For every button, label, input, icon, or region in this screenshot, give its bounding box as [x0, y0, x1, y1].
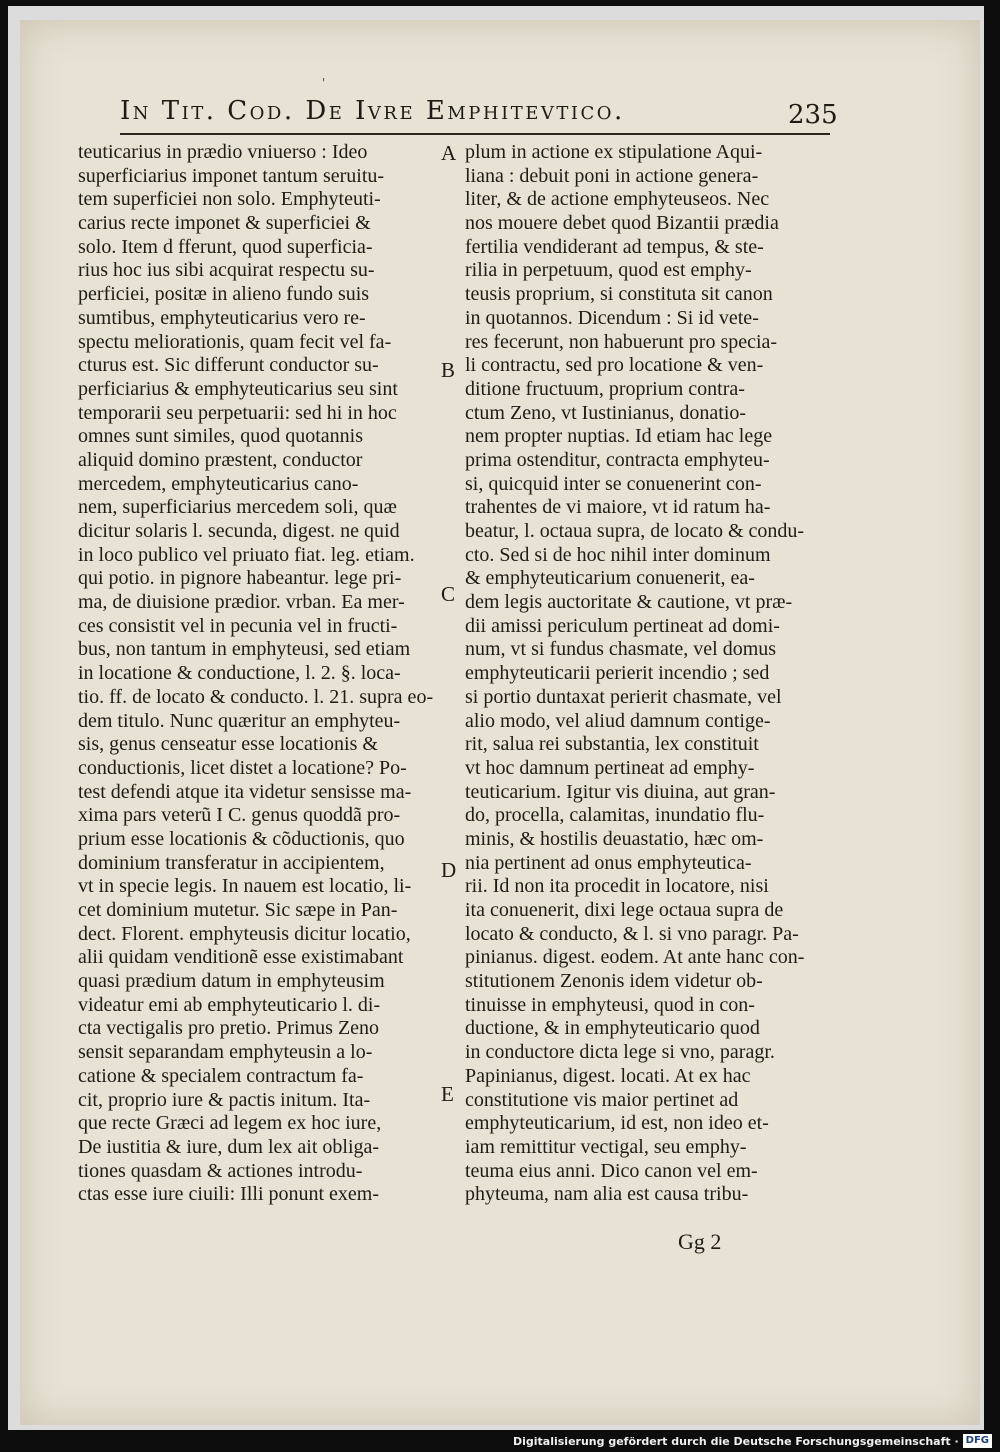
- text-line: in conductore dicta lege si vno, paragr.: [465, 1041, 775, 1064]
- left-column: [78, 141, 438, 1207]
- text-line: ctum Zeno, vt Iustinianus, donatio-: [465, 401, 747, 424]
- text-line: dicitur solaris l. secunda, digest. ne quid: [78, 520, 400, 542]
- text-line: videatur emi ab emphyteuticario l. di-: [78, 993, 381, 1016]
- margin-letter-a: A: [441, 141, 457, 165]
- text-line: si, quicquid inter se conuenerint con-: [465, 472, 762, 495]
- text-line: vt in specie legis. In nauem est locatio, li-: [78, 875, 412, 898]
- text-line: sensit separandam emphyteusin a lo-: [78, 1041, 373, 1064]
- text-line: stitutionem Zenonis idem videtur ob-: [465, 970, 763, 993]
- header-rule: [120, 133, 830, 135]
- text-line: locato & conducto, & l. si vno paragr. Pa-: [465, 922, 799, 945]
- text-line: & emphyteuticarium conuenerit, ea-: [465, 567, 755, 590]
- text-line: tiones quasdam & actiones introdu-: [78, 1159, 363, 1182]
- margin-letter-c: C: [441, 582, 456, 606]
- text-line: num, vt si fundus chasmate, vel domus: [465, 638, 777, 661]
- right-column: [465, 141, 825, 1207]
- margin-letter-b: B: [441, 358, 456, 382]
- text-line: in loco publico vel priuato fiat. leg. etiam.: [78, 543, 415, 566]
- text-line: cta vectigalis pro pretio. Primus Zeno: [78, 1017, 380, 1040]
- text-line: aliquid domino præstent, conductor: [78, 448, 363, 471]
- text-line: conductionis, licet distet a locatione? Po-: [78, 756, 407, 779]
- text-line: cto. Sed si de hoc nihil inter dominum: [465, 543, 771, 566]
- text-line: omnes sunt similes, quod quotannis: [78, 425, 363, 448]
- text-line: carius recte imponet & superficiei &: [78, 212, 371, 235]
- text-line: nem, superficiarius mercedem soli, quæ: [78, 496, 397, 519]
- text-line: sis, genus censeatur esse locationis &: [78, 733, 378, 756]
- text-line: teuticarius in prædio vniuerso : Ideo: [78, 141, 368, 163]
- text-line: dominium transferatur in accipientem,: [78, 851, 385, 874]
- text-line: teusis proprium, si constituta sit canon: [465, 283, 773, 306]
- text-line: ditione fructuum, proprium contra-: [465, 377, 745, 400]
- text-line: temporarii seu perpetuarii: sed hi in hoc: [78, 401, 397, 424]
- text-line: ductione, & in emphyteuticario quod: [465, 1017, 760, 1040]
- text-line: alii quidam venditionẽ esse existimabant: [78, 946, 404, 969]
- text-line: bus, non tantum in emphyteusi, sed etiam: [78, 638, 411, 661]
- text-line: ma, de diuisione prædior. vrban. Ea mer-: [78, 591, 405, 614]
- text-line: perficiei, positæ in alieno fundo suis: [78, 283, 370, 306]
- text-line: in locatione & conductione, l. 2. §. loca-: [78, 662, 401, 685]
- text-line: sumtibus, emphyteuticarius vero re-: [78, 306, 366, 329]
- text-line: nos mouere debet quod Bizantii prædia: [465, 212, 779, 235]
- text-line: minis, & hostilis deuastatio, hæc om-: [465, 827, 764, 850]
- dfg-logo: DFG: [963, 1434, 992, 1448]
- text-line: solo. Item d fferunt, quod superficia-: [78, 235, 373, 258]
- text-line: rius hoc ius sibi acquirat respectu su-: [78, 259, 375, 282]
- text-line: prium esse locationis & cõductionis, quo: [78, 827, 405, 850]
- text-line: xima pars veterũ I C. genus quoddã pro-: [78, 804, 401, 827]
- text-line: fertilia vendiderant ad tempus, & ste-: [465, 235, 764, 258]
- text-line: cet dominium mutetur. Sic sæpe in Pan-: [78, 899, 398, 921]
- text-line: ces consistit vel in pecunia vel in fructi-: [78, 614, 398, 637]
- text-line: Papinianus, digest. locati. At ex hac: [465, 1064, 751, 1087]
- ink-speck: ': [322, 76, 326, 90]
- text-line: teuma eius anni. Dico canon vel em-: [465, 1159, 758, 1182]
- text-line: test defendi atque ita videtur sensisse ma-: [78, 780, 412, 803]
- text-line: superficiarius imponet tantum seruitu-: [78, 164, 385, 187]
- text-line: vt hoc damnum pertineat ad emphy-: [465, 756, 755, 779]
- text-line: ita conuenerit, dixi lege octaua supra de: [465, 899, 784, 921]
- text-line: emphyteuticarii perierit incendio ; sed: [465, 662, 770, 685]
- text-line: qui potio. in pignore habeantur. lege pri-: [78, 567, 402, 590]
- running-title: In Tit. Cod. De Ivre Emphitevtico.: [120, 96, 625, 126]
- margin-letter-e: E: [441, 1082, 454, 1106]
- text-line: plum in actione ex stipulatione Aqui-: [465, 141, 763, 163]
- page-number: 235: [788, 100, 838, 130]
- text-line: De iustitia & iure, dum lex ait obliga-: [78, 1135, 380, 1158]
- text-line: rit, salua rei substantia, lex constituit: [465, 733, 759, 756]
- text-line: alio modo, vel aliud damnum contige-: [465, 709, 771, 732]
- text-line: trahentes de vi maiore, vt id ratum ha-: [465, 496, 771, 519]
- text-line: rilia in perpetuum, quod est emphy-: [465, 259, 752, 282]
- text-line: rii. Id non ita procedit in locatore, nisi: [465, 875, 769, 898]
- text-line: emphyteuticarium, id est, non ideo et-: [465, 1112, 769, 1135]
- digitization-footer: [513, 1432, 992, 1450]
- text-line: tem superficiei non solo. Emphyteuti-: [78, 188, 381, 211]
- footer-text: Digitalisierung gefördert durch die Deutsche Forschungsgemeinschaft ·: [512, 1434, 959, 1448]
- text-line: prima ostenditur, contracta emphyteu-: [465, 448, 770, 471]
- text-line: cturus est. Sic differunt conductor su-: [78, 354, 379, 377]
- text-line: que recte Græci ad legem ex hoc iure,: [78, 1112, 382, 1135]
- text-line: beatur, l. octaua supra, de locato & condu-: [465, 520, 805, 542]
- text-line: dem legis auctoritate & cautione, vt præ-: [465, 591, 793, 614]
- text-line: li contractu, sed pro locatione & ven-: [465, 354, 764, 377]
- text-line: res fecerunt, non habuerunt pro specia-: [465, 330, 778, 353]
- text-line: constitutione vis maior pertinet ad: [465, 1088, 739, 1111]
- text-line: tinuisse in emphyteusi, quod in con-: [465, 993, 755, 1016]
- text-line: iam remittitur vectigal, seu emphy-: [465, 1135, 747, 1158]
- margin-letter-d: D: [441, 858, 457, 882]
- text-line: catione & specialem contractum fa-: [78, 1064, 364, 1087]
- text-line: perficiarius & emphyteuticarius seu sint: [78, 377, 398, 400]
- text-line: nem propter nuptias. Id etiam hac lege: [465, 425, 773, 448]
- text-line: nia pertinent ad onus emphyteutica-: [465, 851, 752, 874]
- text-line: pinianus. digest. eodem. At ante hanc con-: [465, 946, 805, 969]
- text-line: cit, proprio iure & pactis initum. Ita-: [78, 1088, 371, 1111]
- text-line: teuticarium. Igitur vis diuina, aut gran-: [465, 780, 776, 803]
- text-line: in quotannos. Dicendum : Si id vete-: [465, 306, 759, 329]
- text-line: mercedem, emphyteuticarius cano-: [78, 472, 359, 495]
- text-line: dem titulo. Nunc quæritur an emphyteu-: [78, 709, 401, 732]
- text-line: tio. ff. de locato & conducto. l. 21. supra eo-: [78, 685, 434, 708]
- text-line: ctas esse iure ciuili: Illi ponunt exem-: [78, 1183, 380, 1206]
- text-line: phyteuma, nam alia est causa tribu-: [465, 1183, 749, 1206]
- text-line: dii amissi periculum pertineat ad domi-: [465, 614, 780, 637]
- text-line: quasi prædium datum in emphyteusim: [78, 970, 385, 993]
- text-line: liter, & de actione emphyteuseos. Nec: [465, 188, 770, 211]
- text-line: do, procella, calamitas, inundatio flu-: [465, 804, 765, 827]
- text-line: dect. Florent. emphyteusis dicitur locatio,: [78, 922, 411, 945]
- text-line: spectu meliorationis, quam fecit vel fa-: [78, 330, 392, 353]
- catchword: Gg 2: [678, 1229, 722, 1254]
- text-line: liana : debuit poni in actione genera-: [465, 164, 759, 187]
- text-line: si portio duntaxat perierit chasmate, vel: [465, 685, 782, 708]
